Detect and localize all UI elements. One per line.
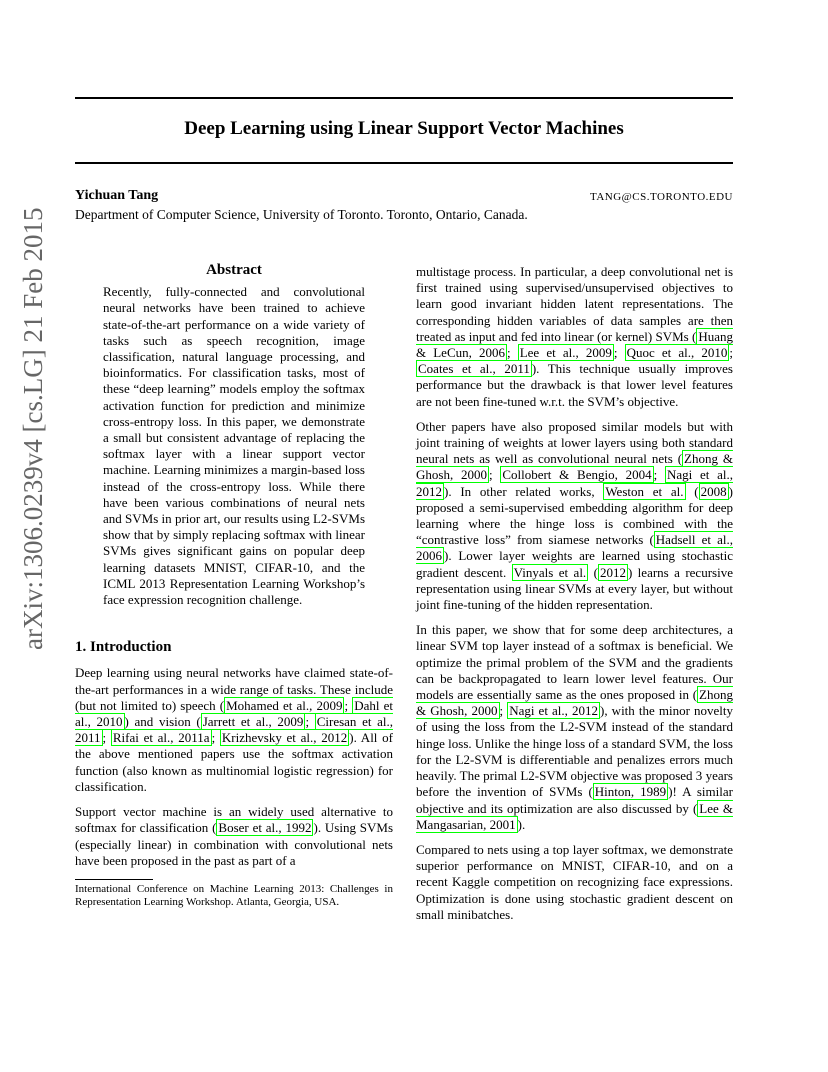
text-span: ; [102,730,111,746]
text-span: ) learns a recursive representation using linear SVMs at every layer, but without joint fine-tuning of the hidden representation. [416,564,733,613]
citation-link[interactable]: Krizhevsky et al., 2012 [221,730,348,746]
text-span: ; [506,345,518,361]
citation-link[interactable]: Collobert & Bengio, 2004 [502,467,652,483]
text-span: ) proposed a semi-supervised embedding algorithm for deep learning where the hinge loss is combined with the “contrastive loss” from siamese networks ( [416,483,733,548]
right-column [416,264,733,932]
intro-paragraph-1 [75,665,393,795]
text-span: ) and vision ( [124,714,201,730]
text-span: ; [211,730,220,746]
text-span: Other papers have also proposed similar models but with joint training of weights at lower layers using both standard neural nets as well as convolutional neural nets ( [416,418,733,467]
text-span: ). All of the above mentioned papers use the softmax activation function (also known as multinomial logistic regression) for classification. [75,730,393,794]
citation-link[interactable]: Lee & Mangasarian, 2001 [416,800,733,832]
text-span: ). Lower layer weights are learned using stochastic gradient descent. [416,548,733,580]
abstract-body [103,284,365,608]
text-span: ), with the minor novelty of using the loss from the L2-SVM instead of the standard hinge loss. Unlike the hinge loss of a standard SVM, the loss for the L2-SVM is differentiable and penalizes errors much heavily. The primal L2-SVM objective was proposed 3 years before the invention of SVMs ( [416,703,733,800]
text-span: ). In other related works, [444,483,604,499]
text-span: Support vector machine is an widely used alternative to softmax for classification ( [75,804,393,836]
citation-link[interactable]: Hinton, 1989 [594,784,667,800]
right-paragraph-3 [416,622,733,833]
text-span: ). Using SVMs (especially linear) in combination with convolutional nets have been proposed in the past as part of a [75,820,393,868]
intro-paragraph-2 [75,804,393,869]
text-span: ; [488,467,501,483]
text-span: ; [305,714,315,730]
paper-title: Deep Learning using Linear Support Vector Machines [184,118,624,139]
citation-link[interactable]: Coates et al., 2011 [418,361,530,377]
text-span: ; [729,345,733,361]
right-paragraph-1 [416,264,733,410]
citation-link[interactable]: 2008 [700,483,727,499]
title-top-rule [75,97,733,99]
text-span: Deep learning using neural networks have claimed state-of-the-art performances in a wide range of tasks. These include (but not limited to) speech ( [75,665,393,713]
text-span: multistage process. In particular, a deep convolutional net is first trained using supervised/unsupervised objectives to learn good invariant hidden latent representations. The corresponding hidden variables of data samples are then treated as input and fed into linear (or kernel) SVMs ( [416,264,733,344]
text-span: ). This technique usually improves performance but the drawback is that lower level features are not been fine-tuned w.r.t. the SVM’s objective. [416,361,733,409]
citation-link[interactable]: Lee et al., 2009 [519,345,612,361]
citation-link[interactable]: Nagi et al., 2012 [416,467,733,499]
footnote-rule [75,879,153,880]
citation-link[interactable]: Huang & LeCun, 2006 [416,328,733,361]
text-span: ; [499,703,508,719]
citation-link[interactable]: Ciresan et al., 2011 [75,714,393,746]
citation-link[interactable]: 2012 [599,564,626,580]
text-span: ; [613,345,625,361]
citation-link[interactable]: Hadsell et al., 2006 [416,532,733,564]
citation-link[interactable]: Vinyals et al. [513,564,587,580]
intro-heading: 1. Introduction [75,639,172,656]
text-span: ; [344,697,353,713]
text-span: ). [517,816,526,832]
citation-link[interactable]: Mohamed et al., 2009 [226,697,343,713]
right-paragraph-4: Compared to nets using a top layer softmax, we demonstrate superior performance on MNIST, CIFAR-10, and on a recent Kaggle competition on recognizing face expressions. Optimization is done using stochastic gradient descent on small minibatches. [416,841,733,922]
text-span: ( [588,564,598,580]
text-span: ; [653,467,665,483]
text-span: ( [685,483,699,499]
author-name: Yichuan Tang [75,188,159,203]
arxiv-stamp: arXiv:1306.0239v4 [cs.LG] 21 Feb 2015 [18,207,48,650]
citation-link[interactable]: Jarrett et al., 2009 [202,714,304,730]
citation-link[interactable]: Zhong & Ghosh, 2000 [416,687,733,719]
abstract-text: Recently, fully-connected and convolutional neural networks have been trained to achieve state-of-the-art performance on a wide variety of tasks such as speech recognition, image classification, natural language processing, and bioinformatics. For classification tasks, most of these “deep learning” models employ the softmax activation function for prediction and minimize cross-entropy loss. In this paper, we demonstrate a small but consistent advantage of replacing the softmax layer with a linear support vector machine. Learning minimizes a margin-based loss instead of the cross-entropy loss. While there have been various combinations of neural nets and SVMs in prior art, our results using L2-SVMs show that by simply replacing softmax with linear SVMs gives significant gains on popular deep learning datasets MNIST, CIFAR-10, and the ICML 2013 Representation Learning Workshop’s face expression recognition challenge. [103,284,365,608]
citation-link[interactable]: Rifai et al., 2011a [112,730,210,746]
abstract-heading: Abstract [206,262,262,278]
left-column [75,262,393,910]
citation-link[interactable]: Dahl et al., 2010 [75,697,393,730]
author-affiliation: Department of Computer Science, University of Toronto. Toronto, Ontario, Canada. [75,207,528,222]
text-span: )! A similar objective and its optimization are also discussed by ( [416,784,733,816]
citation-link[interactable]: Nagi et al., 2012 [509,703,599,719]
text-span: In this paper, we show that for some deep architectures, a linear SVM top layer instead of a softmax is beneficial. We optimize the primal problem of the SVM and the gradients can be backpropagated to learn lower level features. Our models are essentially same as the ones proposed in ( [416,622,733,703]
right-paragraph-2 [416,419,733,613]
author-email: TANG@CS.TORONTO.EDU [589,191,733,203]
footnote: International Conference on Machine Learning 2013: Challenges in Representation Learning Workshop. Atlanta, Georgia, USA. [75,882,393,909]
citation-link[interactable]: Boser et al., 1992 [218,820,312,836]
citation-link[interactable]: Weston et al. [605,483,684,499]
citation-link[interactable]: Quoc et al., 2010 [626,345,728,361]
citation-link[interactable]: Zhong & Ghosh, 2000 [416,451,733,483]
title-bottom-rule [75,162,733,164]
